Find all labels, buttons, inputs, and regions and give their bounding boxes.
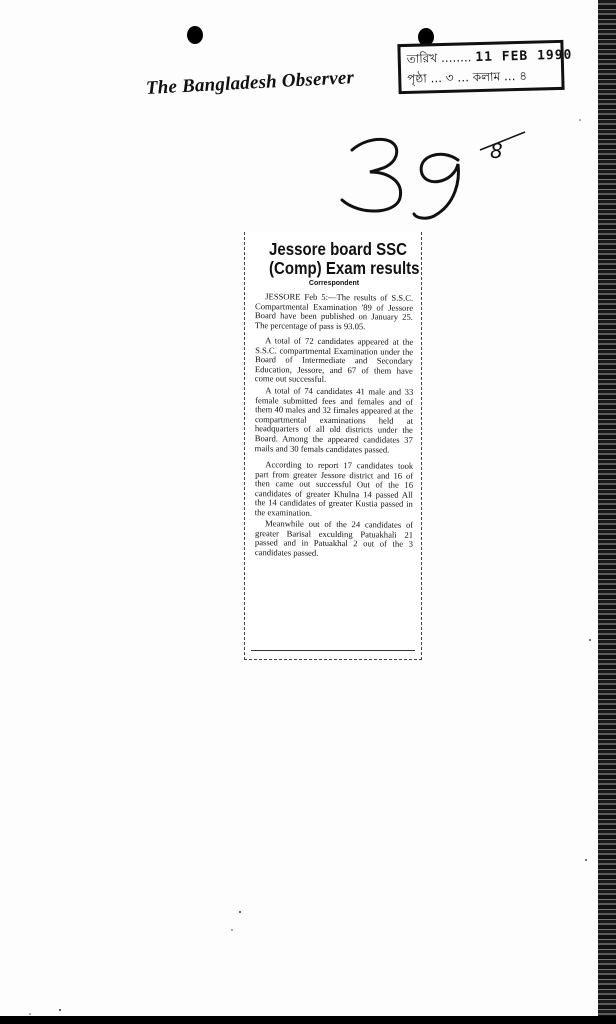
stamp-page-label: পৃষ্ঠা [407,71,427,86]
stamp-date-row: তারিখ ........ 11 FEB 1990 [406,47,573,66]
scan-edge-bottom [0,1016,616,1024]
article-headline: Jessore board SSC (Comp) Exam results [269,239,420,278]
article-paragraph: A total of 74 candidates 41 male and 33 female submitted fees and females and of them 40 males and 32 fimales appeared at the compartmental examinations held at headquarters of all old districts under the Board. Among the appeared candidates 37 mails and 30 femals candidates passed. [254,385,414,455]
stamp-page-value: ৩ [445,70,454,85]
stamp-page-row: পৃষ্ঠা ... ৩ ... কলাম ... ৪ [407,68,528,86]
news-clipping [244,232,422,660]
handwritten-digit-3-stroke [342,139,401,211]
clipping-bottom-edge [251,650,415,651]
handwritten-annotation [330,130,550,230]
article-byline: Correspondent [308,280,360,287]
newspaper-masthead: The Bangladesh Observer [145,67,355,99]
handwritten-digit-9-stroke [414,154,458,218]
handwritten-superscript: 8 [490,139,503,163]
article-paragraph: Meanwhile out of the 24 candidates of greater Barisal exculding Patuakhali 21 passed and in Patuakhal 2 out of the 3 candidates passed. [254,518,414,558]
punch-hole-left [187,26,203,44]
article-paragraph: According to report 17 candidates took part from greater Jessore district and 16 of then came out successful Out of the 16 candidates of greater Khulna 14 passed All the 14 candidates of greater Kustia passed in the examination. [254,458,414,518]
article-paragraph: A total of 72 candidates appeared at the S.S.C. compartmental Examination under the Board of Intermediate and Secondary Education, Jessore, and 67 of them have come out successful. [254,335,414,385]
stamp-column-value: ৪ [519,68,528,83]
stamp-date-value: 11 FEB 1990 [475,47,573,66]
stamp-column-label: কলাম [472,69,501,85]
article-paragraph: JESSORE Feb 5:—The results of S.S.C. Compartmental Examination '89 of Jessore Board have been published on January 25. The percentage of pass is 93.05. [254,291,414,332]
stamp-date-label: তারিখ [406,51,438,66]
date-stamp [397,40,573,94]
scan-edge-right [598,0,616,1024]
